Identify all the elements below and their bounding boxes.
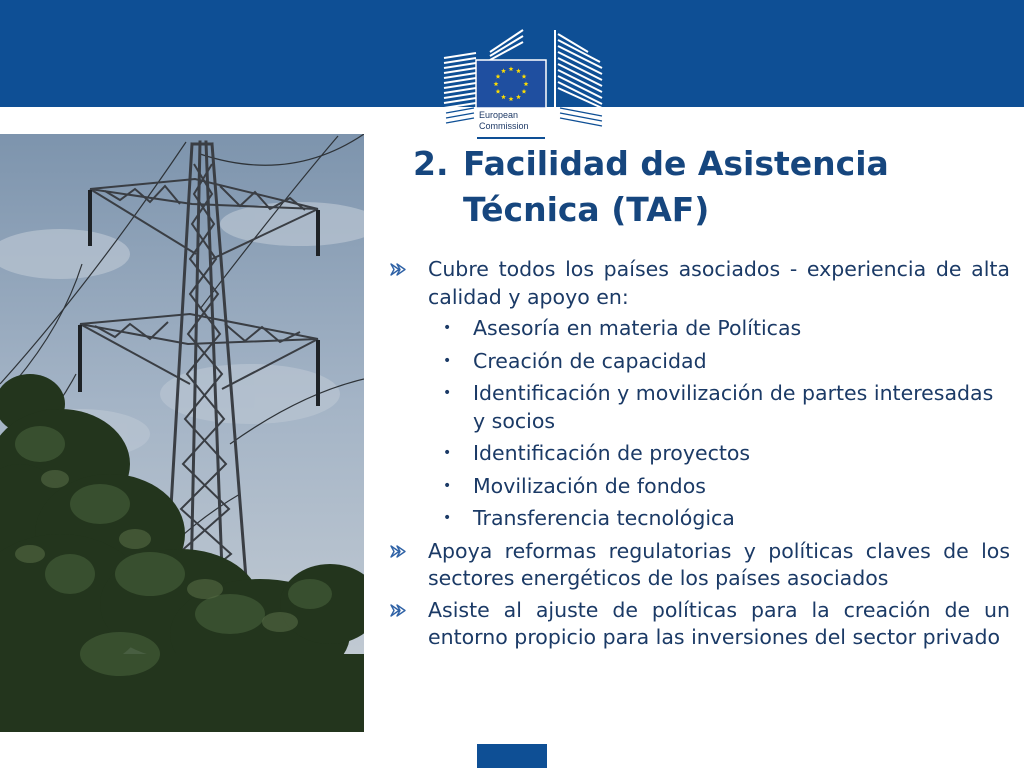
sub-bullet-item [388, 473, 1010, 501]
dot-bullet-icon: • [443, 385, 452, 401]
sub-bullet-list [388, 315, 1010, 533]
bullet-item [388, 538, 1010, 593]
sub-bullet-item [388, 315, 1010, 343]
bullet-text: Apoya reformas regulatorias y políticas claves de los sectores energéticos de los países asociados [428, 538, 1010, 590]
arrow-bullet-icon [388, 597, 408, 624]
sub-bullet-item [388, 380, 1010, 435]
sub-bullet-text: Asesoría en materia de Políticas [473, 316, 802, 340]
bullet-item [388, 597, 1010, 652]
logo-underline [477, 137, 545, 139]
arrow-bullet-icon [388, 538, 408, 565]
sub-bullet-text: Creación de capacidad [473, 348, 707, 373]
dot-bullet-icon: • [443, 352, 452, 369]
sub-bullet-text: Identificación de proyectos [473, 441, 751, 465]
sub-bullet-text: Transferencia tecnológica [473, 506, 735, 530]
title-line-2: Técnica (TAF) [463, 190, 710, 229]
dot-bullet-icon: • [443, 320, 452, 336]
bullet-item [388, 256, 1010, 311]
logo-wordmark [479, 110, 529, 131]
dot-bullet-icon: • [443, 510, 452, 526]
sub-bullet-text: Movilización de fondos [473, 473, 706, 498]
dot-bullet-icon: • [443, 445, 452, 461]
dot-bullet-icon: • [443, 477, 452, 494]
title-number: 2. [413, 144, 449, 183]
bullet-list [388, 256, 1010, 656]
sub-bullet-item [388, 348, 1010, 376]
sub-bullet-text: Identificación y movilización de partes interesadas y socios [473, 381, 994, 433]
footer-tab [477, 744, 547, 768]
title-line-1: Facilidad de Asistencia [463, 144, 889, 183]
logo-line-1: European [479, 110, 519, 120]
slide-title [413, 141, 1013, 233]
sub-bullet-item [388, 440, 1010, 468]
power-pylon-photo [0, 134, 364, 732]
arrow-bullet-icon [388, 256, 408, 283]
bullet-text: Cubre todos los países asociados - experiencia de alta calidad y apoyo en: [428, 257, 1010, 309]
logo-line-2: Commission [479, 120, 529, 131]
bullet-text: Asiste al ajuste de políticas para la creación de un entorno propicio para las inversiones del sector privado [428, 597, 1010, 649]
sub-bullet-item [388, 505, 1010, 533]
